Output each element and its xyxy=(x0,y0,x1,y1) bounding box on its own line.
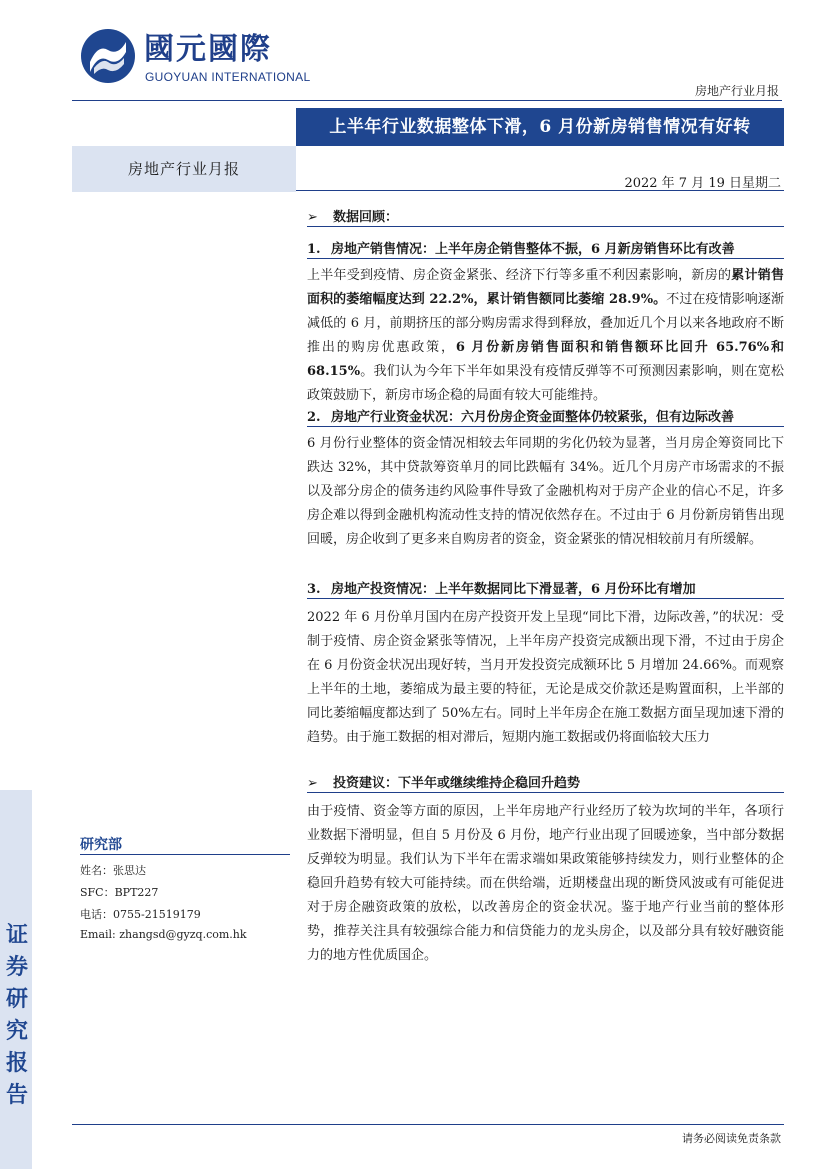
department-title: 研究部 xyxy=(80,837,122,853)
report-category: 房地产行业月报 xyxy=(72,146,296,192)
section-1-rule xyxy=(307,258,784,259)
section-3-number: 3. xyxy=(307,582,321,597)
logo-chinese-name: 國元國際 xyxy=(144,32,272,67)
report-type-tag: 房地产行业月报 xyxy=(694,84,779,98)
vertical-char: 研 xyxy=(5,987,28,1012)
logo-english-name: GUOYUAN INTERNATIONAL xyxy=(145,70,311,84)
section-3-paragraph: 2022 年 6 月份单月国内在房产投资开发上呈现“同比下滑，边际改善，”的状况：受制于疫情、房企资金紧张等情况，上半年房产投资完成额出现下滑，不过由于房企在 6 月份资金状况出现好转，当月开发投资完成额环比 5 月增加 24.66%。而观察上半年的土地，萎缩成为最主要的特征，无论是成交价款还是购置面积，上半部的同比萎缩幅度都达到了 50%左右。同时上半年房企在施工数据方面呈现加速下滑的趋势。由于施工数据的相对滞后，短期内施工数据或仍将面临较大压力 xyxy=(307,610,784,745)
section-2-number: 2. xyxy=(307,410,321,425)
advice-heading-rule xyxy=(307,792,784,793)
analyst-email[interactable]: Email: zhangsd@gyzq.com.hk xyxy=(80,928,247,941)
section-2-title: 房地产行业资金状况：六月份房企资金面整体仍较紧张，但有边际改善 xyxy=(331,410,735,425)
department-divider xyxy=(80,854,290,855)
section-2-rule xyxy=(307,426,784,427)
vertical-char: 告 xyxy=(5,1083,28,1108)
section-1-heading xyxy=(307,238,735,257)
section-1-paragraph xyxy=(307,264,784,408)
section-1-number: 1. xyxy=(307,242,321,257)
report-date: 2022 年 7 月 19 日星期二 xyxy=(624,176,781,191)
section-3-rule xyxy=(307,598,784,599)
section-1-bold-b: 6 月份新房销售面积和销售额环比回升 65.76%和 68.15% xyxy=(307,340,784,379)
footer-divider xyxy=(72,1124,784,1125)
section-1-bold-a: 累计销售面积的萎缩幅度达到 22.2%，累计销售额同比萎缩 28.9%。 xyxy=(307,268,784,307)
guoyuan-logo-icon xyxy=(80,28,136,84)
section-2-paragraph: 6 月份行业整体的资金情况相较去年同期的劣化仍较为显著，当月房企筹资同比下跌达 32%，其中贷款筹资单月的同比跌幅有 34%。近几个月房产市场需求的不振以及部分房企的债务违约风险事件导致了金融机构对于房产企业的信心不足，许多房企难以得到金融机构流动性支持的情况依然存在。不过由于 6 月份新房销售出现回暖，房企收到了更多来自购房者的资金，资金紧张的情况相较前月有所缓解。 xyxy=(307,436,784,547)
arrow-bullet-icon: ➢ xyxy=(307,210,318,225)
advice-heading xyxy=(307,772,580,791)
vertical-label xyxy=(4,920,30,1112)
section-1-text-c: 。我们认为今年下半年如果没有疫情反弹等不可预测因素影响，则在宽松政策鼓励下，新房市场企稳的局面有较大可能维持。 xyxy=(307,364,784,403)
vertical-char: 报 xyxy=(5,1051,28,1076)
review-heading-text: 数据回顾： xyxy=(333,210,399,225)
header-divider xyxy=(72,100,782,101)
analyst-name: 姓名：张思达 xyxy=(80,864,146,877)
vertical-char: 券 xyxy=(5,955,28,980)
section-3-heading xyxy=(307,578,696,597)
review-heading xyxy=(307,206,398,225)
section-3-title: 房地产投资情况：上半年数据同比下滑显著，6 月份环比有增加 xyxy=(331,582,696,597)
section-2-heading xyxy=(307,406,734,425)
analyst-phone: 电话：0755-21519179 xyxy=(80,908,201,921)
vertical-char: 究 xyxy=(5,1019,28,1044)
analyst-sfc: SFC：BPT227 xyxy=(80,886,159,899)
vertical-char: 证 xyxy=(5,923,28,948)
arrow-bullet-icon: ➢ xyxy=(307,776,318,791)
advice-paragraph: 由于疫情、资金等方面的原因，上半年房地产行业经历了较为坎坷的半年，各项行业数据下滑明显，但自 5 月份及 6 月份，地产行业出现了回暖迹象，当中部分数据反弹较为明显。我们认为下半年在需求端如果政策能够持续发力，则行业整体的企稳回升趋势有较大可能持续。而在供给端，近期楼盘出现的断贷风波或有可能促进对于房企融资政策的放松，以改善房企的资金状况。鉴于地产行业当前的整体形势，推荐关注具有较强综合能力和信贷能力的龙头房企，以及部分具有较好融资能力的地方性优质国企。 xyxy=(307,804,784,963)
review-heading-rule xyxy=(307,226,784,227)
report-title: 上半年行业数据整体下滑，6 月份新房销售情况有好转 xyxy=(296,108,784,146)
section-1-text-b: 不过在疫情影响逐渐减低的 6 月，前期挤压的部分购房需求得到释放，叠加近几个月以来各地政府不断推出的购房优惠政策， xyxy=(307,292,784,355)
section-1-title: 房地产销售情况：上半年房企销售整体不振，6 月新房销售环比有改善 xyxy=(331,242,735,257)
section-1-text-a: 上半年受到疫情、房企资金紧张、经济下行等多重不利因素影响，新房的 xyxy=(307,268,732,283)
advice-heading-text: 投资建议：下半年或继续维持企稳回升趋势 xyxy=(333,776,581,791)
disclaimer-link[interactable]: 请务必阅读免责条款 xyxy=(682,1132,781,1145)
